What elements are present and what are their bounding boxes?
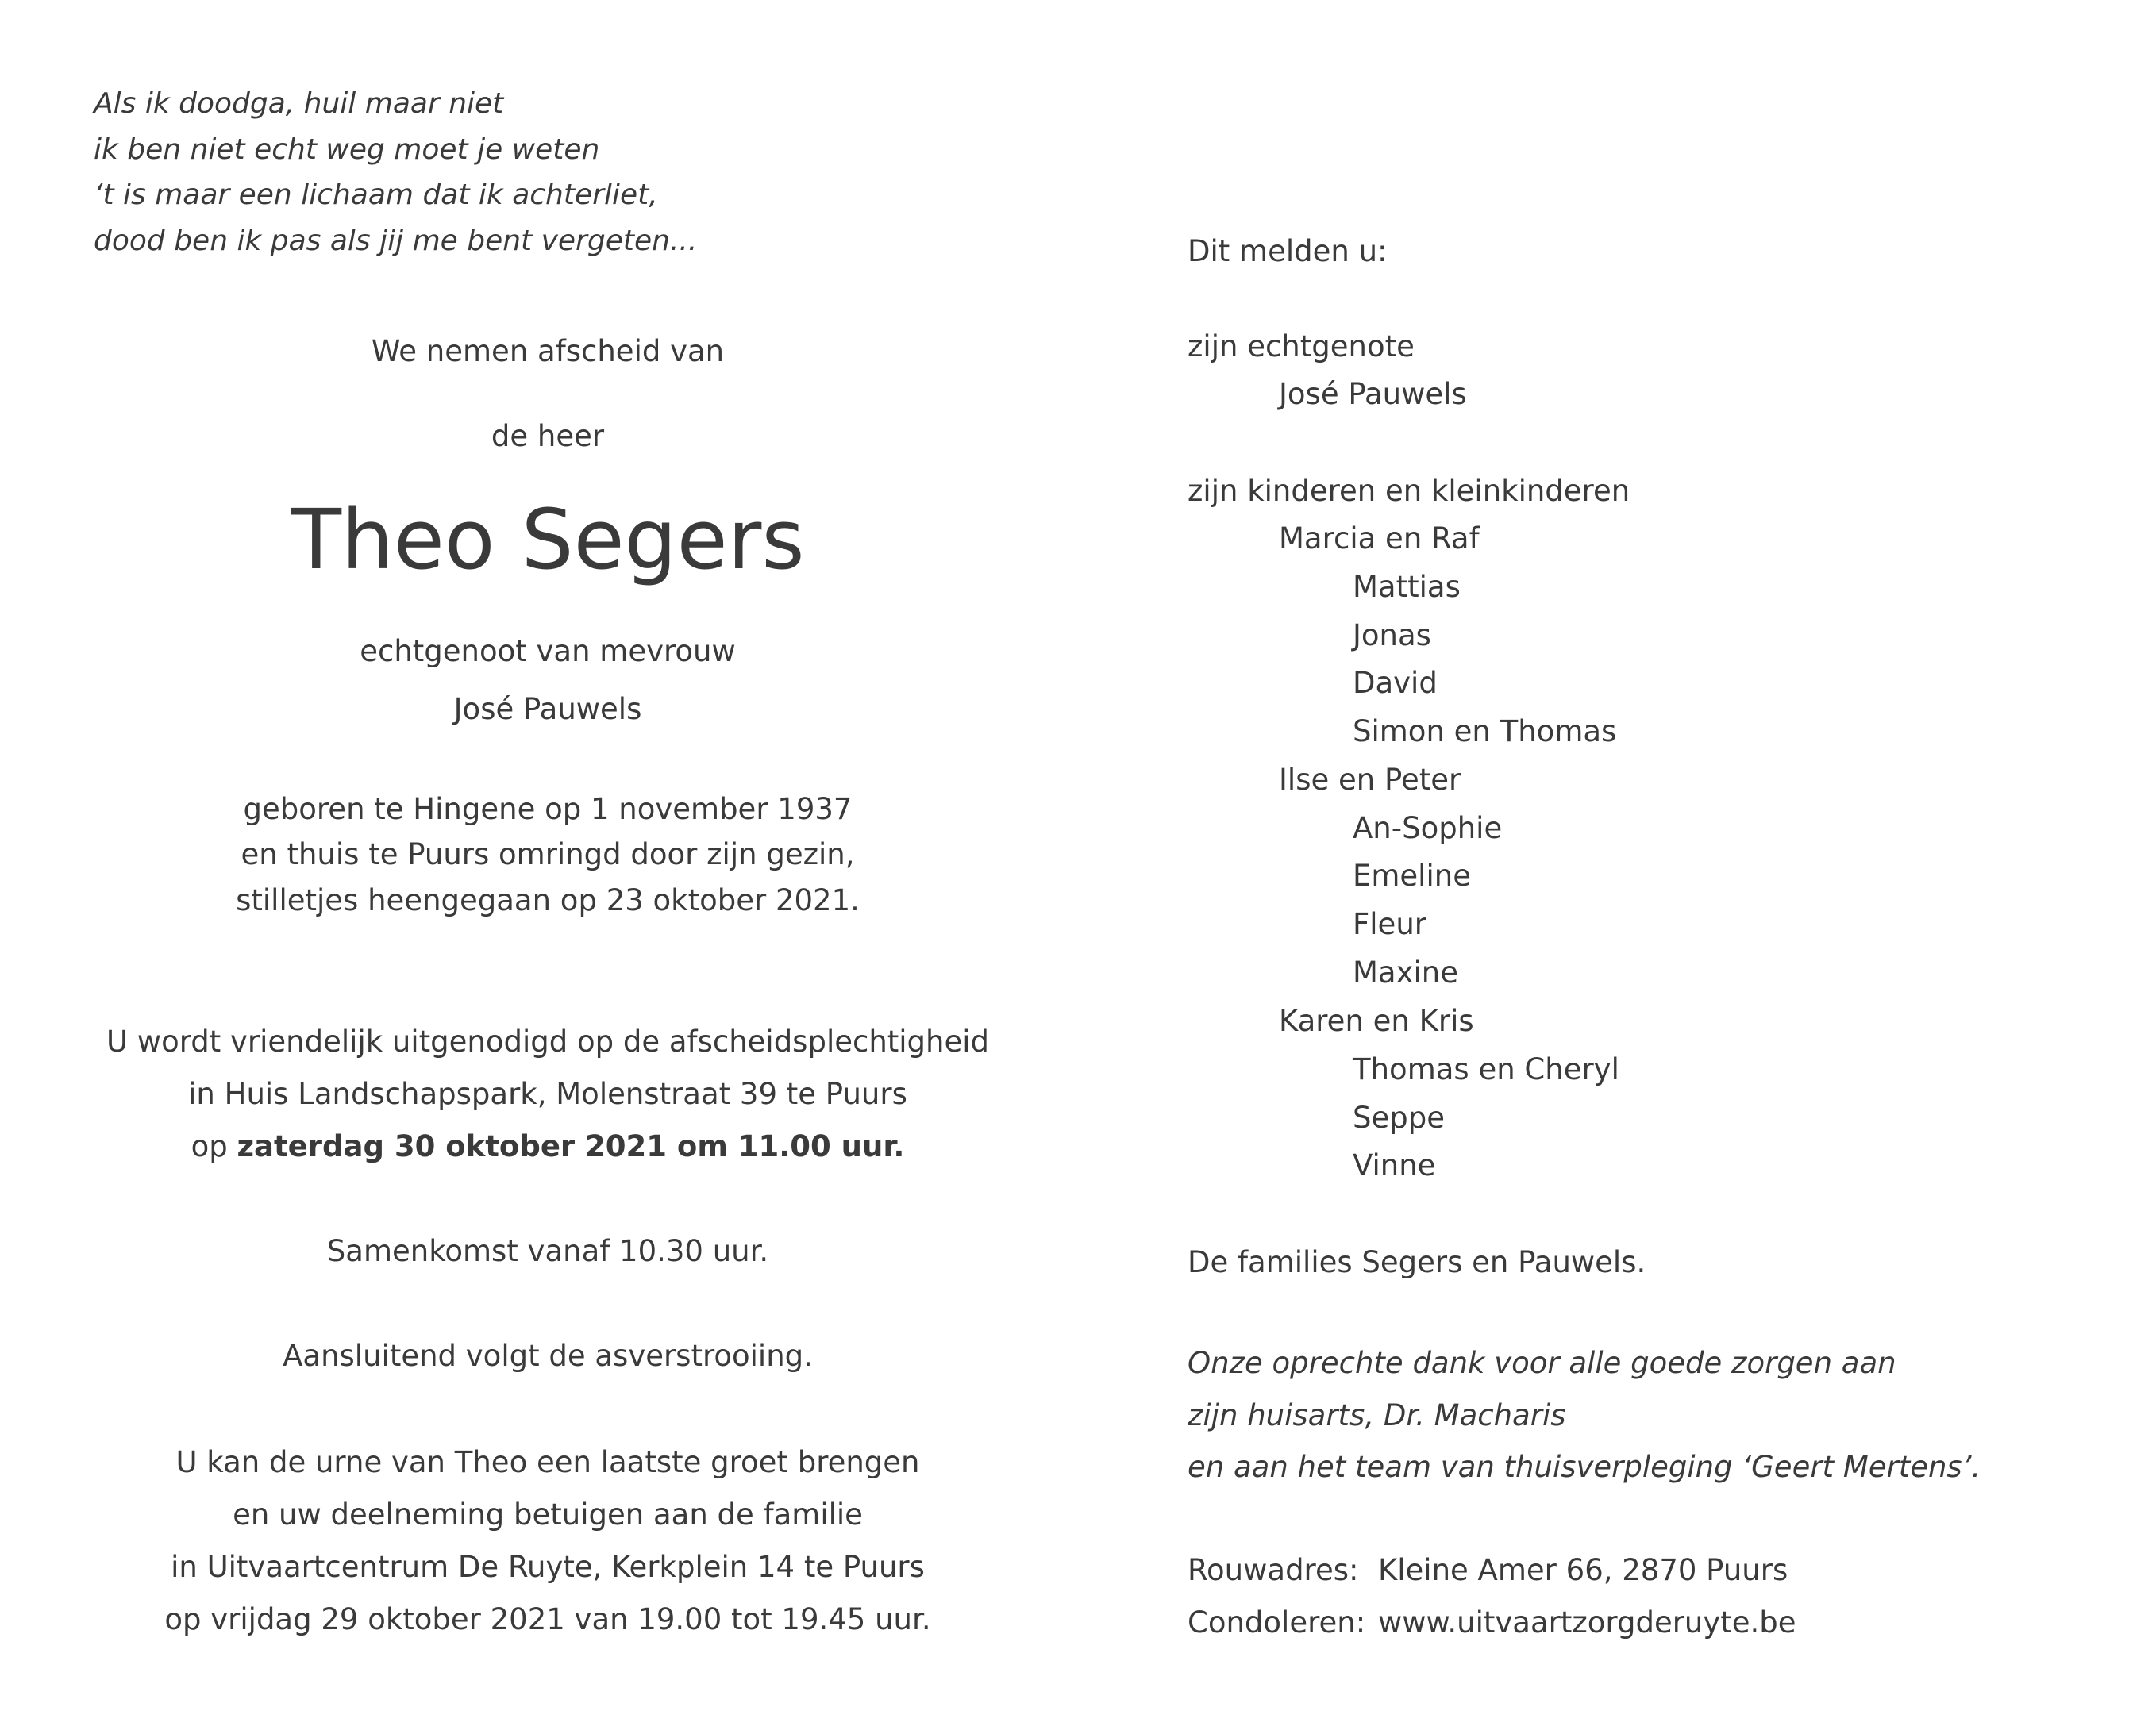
grandchild-entry: Seppe <box>1353 1101 1445 1135</box>
honorific: de heer <box>491 419 605 453</box>
thanks-line: en aan het team van thuisverpleging ‘Geert Mertens’. <box>1188 1450 1981 1484</box>
poem-line: dood ben ik pas als jij me bent vergeten... <box>94 225 698 257</box>
grandchild-entry: Thomas en Cheryl <box>1353 1052 1619 1086</box>
grandchild-entry: Emeline <box>1353 859 1471 893</box>
family-heading: Dit melden u: <box>1188 234 1388 268</box>
grandchild-entry: Maxine <box>1353 955 1458 990</box>
urn-line: en uw deelneming betuigen aan de familie <box>233 1498 863 1532</box>
ceremony-date-prefix: op <box>191 1129 228 1163</box>
grandchild-entry: Mattias <box>1353 570 1461 604</box>
spouse-name: José Pauwels <box>453 692 642 726</box>
life-line: geboren te Hingene op 1 november 1937 <box>243 792 853 826</box>
condolence-website-link[interactable]: www.uitvaartzorgderuyte.be <box>1378 1605 1796 1640</box>
urn-line: U kan de urne van Theo een laatste groet brengen <box>175 1445 920 1479</box>
life-line: stilletjes heengegaan op 23 oktober 2021. <box>236 883 860 917</box>
grandchild-entry: An-Sophie <box>1353 811 1503 845</box>
ceremony-invitation: U wordt vriendelijk uitgenodigd op de afscheidsplechtigheid <box>106 1025 990 1059</box>
spouse-intro: echtgenoot van mevrouw <box>360 634 736 668</box>
address-value: Kleine Amer 66, 2870 Puurs <box>1378 1553 1788 1587</box>
mourning-address <box>1188 1552 1788 1589</box>
condolence-info <box>1188 1605 1796 1641</box>
urn-line: op vrijdag 29 oktober 2021 van 19.00 tot 19.45 uur. <box>164 1602 931 1636</box>
urn-line: in Uitvaartcentrum De Ruyte, Kerkplein 14 te Puurs <box>171 1550 925 1584</box>
grandchild-entry: Fleur <box>1353 907 1426 941</box>
ash-scattering: Aansluitend volgt de asverstrooiing. <box>283 1339 813 1373</box>
deceased-name: Theo Segers <box>291 491 805 588</box>
child-entry: Marcia en Raf <box>1279 521 1480 556</box>
ceremony-date: zaterdag 30 oktober 2021 om 11.00 uur. <box>237 1129 905 1163</box>
ceremony-datetime <box>0 1128 1095 1165</box>
life-line: en thuis te Puurs omringd door zijn gezin, <box>241 837 855 871</box>
grandchild-entry: Vinne <box>1353 1148 1436 1182</box>
grandchild-entry: Jonas <box>1353 618 1431 652</box>
child-entry: Karen en Kris <box>1279 1004 1474 1038</box>
poem-line: ik ben niet echt weg moet je weten <box>94 133 600 166</box>
farewell-intro: We nemen afscheid van <box>371 334 725 368</box>
gathering-time: Samenkomst vanaf 10.30 uur. <box>326 1234 769 1268</box>
thanks-line: Onze oprechte dank voor alle goede zorgen aan <box>1188 1346 1896 1380</box>
grandchild-entry: Simon en Thomas <box>1353 714 1617 748</box>
address-label: Rouwadres: <box>1188 1553 1359 1587</box>
right-column <box>1188 0 2124 1734</box>
grandchild-entry: David <box>1353 666 1438 700</box>
condolence-label: Condoleren: <box>1188 1605 1366 1640</box>
ceremony-location: in Huis Landschapspark, Molenstraat 39 te Puurs <box>188 1077 907 1111</box>
poem-line: Als ik doodga, huil maar niet <box>94 87 504 120</box>
thanks-line: zijn huisarts, Dr. Macharis <box>1188 1398 1566 1432</box>
children-label: zijn kinderen en kleinkinderen <box>1188 474 1630 508</box>
families-signature: De families Segers en Pauwels. <box>1188 1245 1646 1279</box>
spouse-entry: José Pauwels <box>1279 377 1467 411</box>
poem-line: ‘t is maar een lichaam dat ik achterliet, <box>94 179 658 211</box>
child-entry: Ilse en Peter <box>1279 763 1461 797</box>
spouse-label: zijn echtgenote <box>1188 329 1415 363</box>
